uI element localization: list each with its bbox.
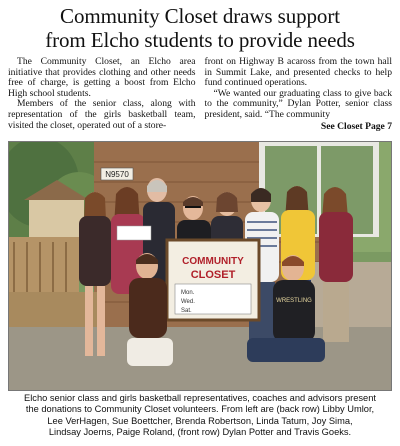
shirt-text: WRESTLING bbox=[276, 298, 312, 304]
paragraph: “We wanted our graduating class to give back to the community,” Dylan Potter, senior class president, said. “The community bbox=[204, 87, 392, 120]
hours-row: Wed. bbox=[181, 299, 195, 305]
article-column-2 bbox=[205, 57, 393, 132]
headline-line-1: Community Closet draws support bbox=[60, 4, 340, 28]
hours-row: Mon. bbox=[181, 290, 195, 296]
caption-line: Lee VerHagen, Sue Boettcher, Brenda Robertson, Linda Tatum, Joy Sima, bbox=[47, 415, 353, 426]
headline-line-2: from Elcho students to provide needs bbox=[45, 28, 355, 52]
jump-line: See Closet Page 7 bbox=[320, 120, 392, 132]
paragraph: Members of the senior class, along with representation of the girls basketball team, visited the closet, operated out of a store- bbox=[8, 98, 196, 131]
caption-line: Elcho senior class and girls basketball representatives, coaches and advisors present bbox=[24, 393, 376, 403]
sign-title-line-1: COMMUNITY bbox=[182, 256, 244, 267]
article-body bbox=[8, 57, 392, 132]
headline bbox=[8, 4, 392, 52]
building-number: N9570 bbox=[105, 170, 129, 179]
sign-title-line-2: CLOSET bbox=[190, 269, 236, 281]
community-closet-sign bbox=[167, 240, 259, 320]
photo-caption bbox=[8, 393, 392, 439]
paragraph: The Community Closet, an Elcho area initiative that provides clothing and other needs free of charge, is getting a boost from Elcho High school students. bbox=[8, 56, 196, 99]
group-photo bbox=[8, 141, 392, 391]
caption-line: Lindsay Joerns, Paige Roland, (front row) Dylan Potter and Travis Goeks. bbox=[48, 427, 352, 438]
hours-row: Sat. bbox=[181, 308, 192, 314]
article-column-1 bbox=[8, 57, 196, 132]
paragraph: front on Highway B acaross from the town hall in Summit Lake, and presented checks to help fund continued operations. bbox=[204, 56, 392, 89]
caption-line: the donations to Community Closet volunteers. From left are (back row) Libby Umlor, bbox=[25, 404, 375, 415]
check bbox=[117, 226, 151, 240]
